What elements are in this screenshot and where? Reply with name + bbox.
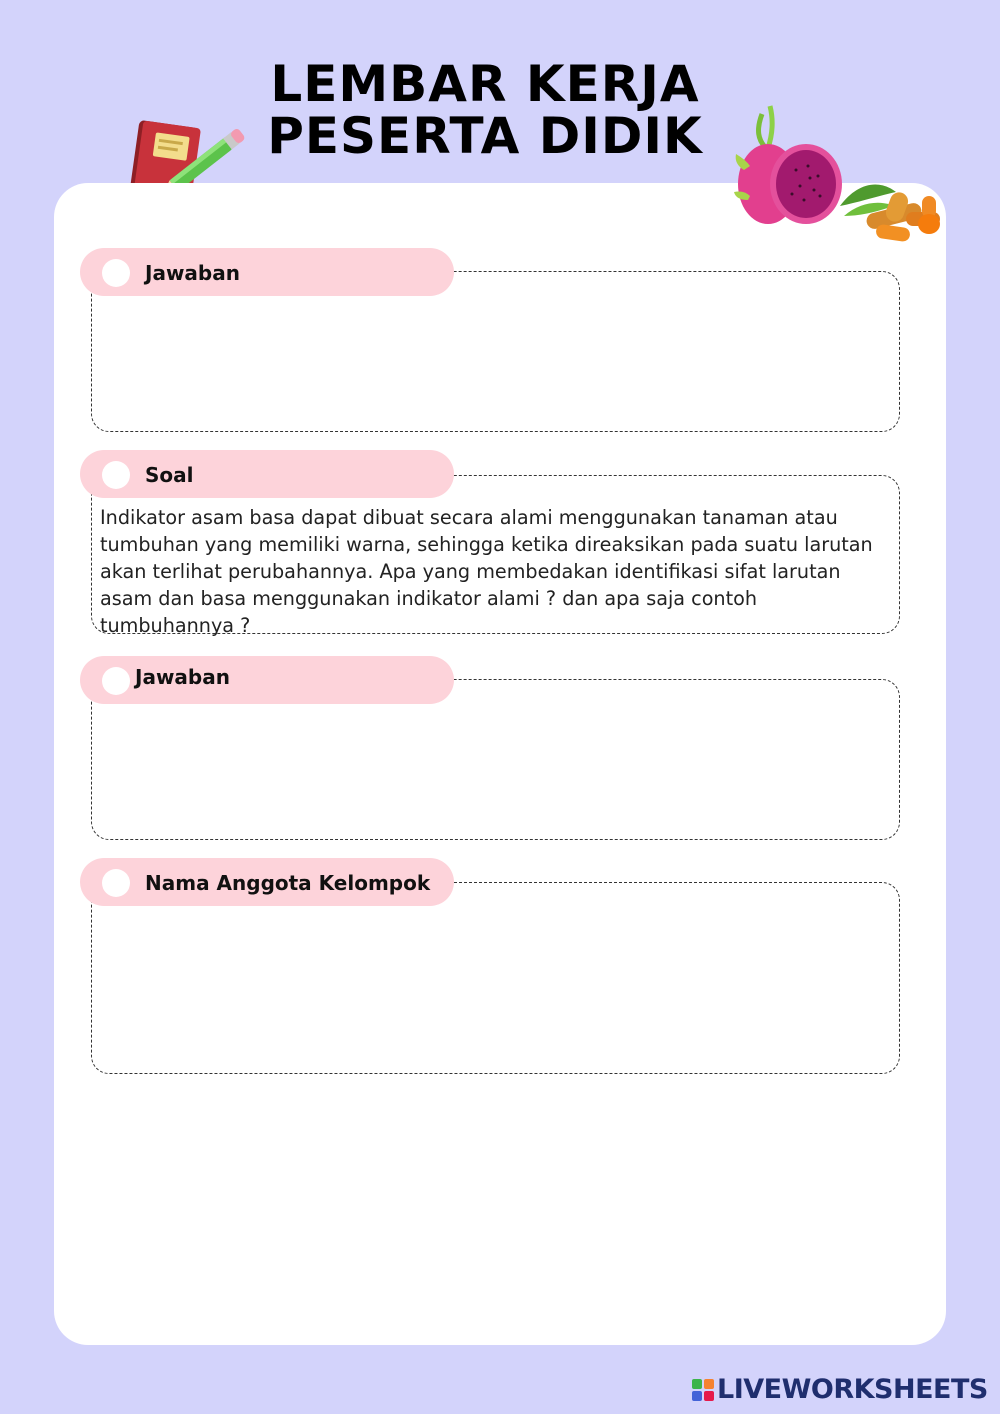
group-members-section [80,858,902,1076]
bullet-icon [102,869,130,897]
question-text: Indikator asam basa dapat dibuat secara alami menggunakan tanaman atau tumbuhan yang memiliki warna, sehingga ketika direaksikan pada suatu larutan akan terlihat perubahannya. Apa yang membedakan identifikasi sifat larutan asam dan basa menggunakan indikator alami ? dan apa saja contoh tumbuhannya ? [100,506,873,637]
section-header [80,858,454,906]
group-members-box[interactable] [91,882,900,1074]
liveworksheets-icon [692,1379,714,1401]
section-header [80,656,454,704]
question-section [80,450,902,636]
answer-section-1 [80,248,902,434]
section-label: Jawaban [135,665,230,689]
page-title [230,55,740,165]
brand-text: LIVEWORKSHEETS [717,1374,988,1405]
section-header [80,248,454,296]
section-label: Soal [145,463,194,487]
section-header [80,450,454,498]
turmeric-icon [836,172,948,252]
answer-section-2 [80,656,902,842]
liveworksheets-logo[interactable] [692,1374,988,1405]
section-label: Nama Anggota Kelompok [145,871,431,895]
title-line-2: PESERTA DIDIK [267,107,703,165]
bullet-icon [102,667,130,695]
bullet-icon [102,461,130,489]
title-line-1: LEMBAR KERJA [270,55,700,113]
bullet-icon [102,259,130,287]
section-label: Jawaban [145,261,240,285]
dragon-fruit-icon [734,100,844,228]
